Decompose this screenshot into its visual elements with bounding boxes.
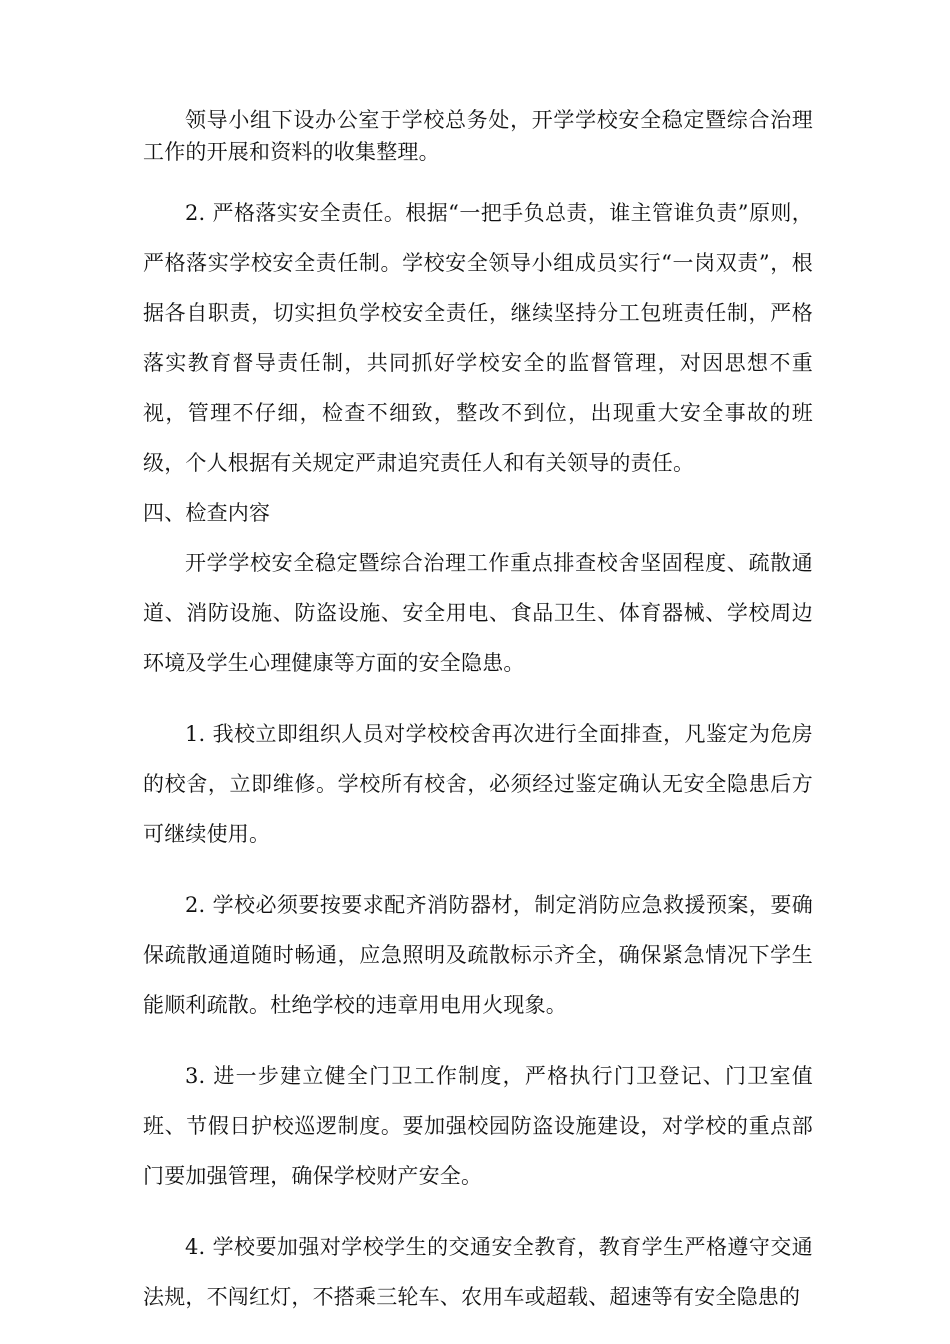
document-page xyxy=(143,104,813,1322)
list-item-buildings: 1. 我校立即组织人员对学校校舍再次进行全面排查，凡鉴定为危房的校舍，立即维修。学校所有校舍，必须经过鉴定确认无安全隐患后方可继续使用。 xyxy=(143,722,813,846)
paragraph-inspection-scope: 开学学校安全稳定暨综合治理工作重点排查校舍坚固程度、疏散通道、消防设施、防盗设施、安全用电、食品卫生、体育器械、学校周边环境及学生心理健康等方面的安全隐患。 xyxy=(143,551,813,675)
paragraph-responsibility: 2. 严格落实安全责任。根据“一把手负总责，谁主管谁负责”原则，严格落实学校安全责任制。学校安全领导小组成员实行“一岗双责”，根据各自职责，切实担负学校安全责任，继续坚持分工包班责任制，严格落实教育督导责任制，共同抓好学校安全的监督管理，对因思想不重视，管理不仔细，检查不细致，整改不到位，出现重大安全事故的班级，个人根据有关规定严肃追究责任人和有关领导的责任。 xyxy=(143,201,813,475)
list-item-security: 3. 进一步建立健全门卫工作制度，严格执行门卫登记、门卫室值班、节假日护校巡逻制度。要加强校园防盗设施建设，对学校的重点部门要加强管理，确保学校财产安全。 xyxy=(143,1064,813,1188)
list-item-traffic-safety: 4. 学校要加强对学校学生的交通安全教育，教育学生严格遵守交通法规，不闯红灯，不搭乘三轮车、农用车或超载、超速等有安全隐患的 xyxy=(143,1235,813,1309)
paragraph-office: 领导小组下设办公室于学校总务处，开学学校安全稳定暨综合治理工作的开展和资料的收集整理。 xyxy=(143,108,813,164)
section-heading-inspection: 四、检查内容 xyxy=(143,501,271,525)
list-item-fire-safety: 2. 学校必须要按要求配齐消防器材，制定消防应急救援预案，要确保疏散通道随时畅通，应急照明及疏散标示齐全，确保紧急情况下学生能顺利疏散。杜绝学校的违章用电用火现象。 xyxy=(143,893,813,1017)
